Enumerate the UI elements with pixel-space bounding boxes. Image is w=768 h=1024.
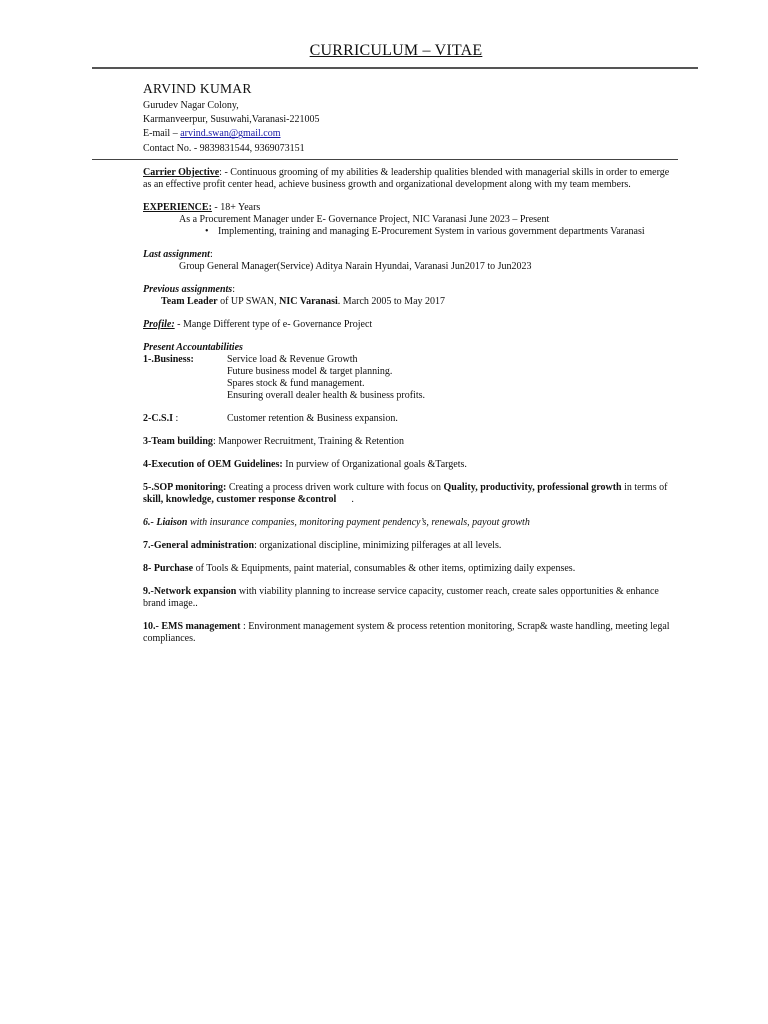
business-line: Service load & Revenue Growth <box>227 354 358 365</box>
admin-text: : organizational discipline, minimizing pilferages at all levels. <box>254 540 502 551</box>
ems-text: : Environment management system & process retention monitoring, Scrap& waste handling, meeting legal compliances. <box>143 621 670 644</box>
admin-item <box>143 540 679 552</box>
business-line: Future business model & target planning. <box>227 366 393 377</box>
previous-of: of UP SWAN, <box>217 296 280 307</box>
address-line-1: Gurudev Nagar Colony, <box>143 100 239 111</box>
network-text: with viability planning to increase service capacity, customer reach, create sales opportunities & enhance brand image.. <box>143 586 659 609</box>
accountabilities-heading: Present Accountabilities <box>143 342 243 353</box>
sop-bold-2: skill, knowledge, customer response &control <box>143 494 337 505</box>
ems-key: 10.- EMS management <box>143 621 241 632</box>
purchase-key: 8- Purchase <box>143 563 194 574</box>
email-row <box>143 127 320 141</box>
sop-item <box>143 482 679 506</box>
previous-assignments-heading <box>143 284 679 296</box>
previous-role: Team Leader <box>161 296 218 307</box>
business-line: Spares stock & fund management. <box>227 378 365 389</box>
team-building-text: : Manpower Recruitment, Training & Retention <box>212 436 405 447</box>
network-item <box>143 586 679 610</box>
business-line: Ensuring overall dealer health & business profits. <box>227 390 426 401</box>
previous-period: . March 2005 to May 2017 <box>337 296 446 307</box>
csi-text: Customer retention & Business expansion. <box>227 413 398 424</box>
ems-item <box>143 621 679 645</box>
csi-colon: : <box>173 413 179 424</box>
liaison-key: 6.- Liaison <box>143 517 188 528</box>
candidate-name: ARVIND KUMAR <box>143 81 252 96</box>
csi-key-wrap <box>143 413 227 425</box>
business-key: 1-.Business: <box>143 354 194 365</box>
profile-section <box>143 319 679 331</box>
resume-body <box>143 167 679 645</box>
objective-section <box>143 167 679 191</box>
team-building-item <box>143 436 679 448</box>
document-title: CURRICULUM – VITAE <box>309 42 483 59</box>
experience-years: - 18+ Years <box>211 202 261 213</box>
csi-row <box>143 413 679 425</box>
last-assignment-colon: : <box>209 249 213 260</box>
purchase-text: of Tools & Equipments, paint material, consumables & other items, optimizing daily expenses. <box>193 563 576 574</box>
previous-org: NIC Varanasi <box>279 296 338 307</box>
sop-text-1: Creating a process driven work culture with focus on <box>226 482 444 493</box>
sop-key: 5-.SOP monitoring: <box>143 482 227 493</box>
sop-text-2: in terms of <box>621 482 668 493</box>
liaison-item <box>143 517 679 529</box>
oem-text: In purview of Organizational goals &Targets. <box>282 459 467 470</box>
title-divider <box>92 67 698 69</box>
contact-numbers: 9839831544, 9369073151 <box>199 142 305 154</box>
profile-label: Profile: <box>143 319 175 330</box>
experience-label: EXPERIENCE: <box>143 202 212 213</box>
oem-key: 4-Execution of OEM Guidelines: <box>143 459 283 470</box>
oem-item <box>143 459 679 471</box>
admin-key: 7.-General administration <box>143 540 255 551</box>
csi-key: 2-C.S.I <box>143 413 174 424</box>
sop-bold-1: Quality, productivity, professional growth <box>443 482 622 493</box>
contact-header <box>143 80 320 156</box>
address-line-2: Karmanveerpur, Susuwahi,Varanasi-221005 <box>143 114 320 126</box>
header-divider <box>92 159 678 160</box>
liaison-text: with insurance companies, monitoring payment pendency’s, renewals, payout growth <box>187 517 530 528</box>
objective-text: : - Continuous grooming of my abilities & leadership qualities blended with managerial skills in order to emerge as an effective profit center head, achieve business growth and organizational development along with my team members. <box>143 167 670 190</box>
previous-assignments-label: Previous assignments <box>143 284 233 295</box>
contact-row <box>143 142 320 156</box>
profile-text: - Mange Different type of e- Governance Project <box>174 319 373 330</box>
business-row <box>143 354 679 366</box>
list-item <box>143 226 679 238</box>
last-assignment-text: Group General Manager(Service) Aditya Narain Hyundai, Varanasi Jun2017 to Jun2023 <box>179 261 532 272</box>
previous-assignment-row <box>143 296 679 308</box>
team-building-key: 3-Team building <box>143 436 213 447</box>
network-key: 9.-Network expansion <box>143 586 237 597</box>
sop-end: . <box>336 494 354 505</box>
previous-assignments-colon: : <box>232 284 235 295</box>
last-assignment-heading <box>143 249 679 261</box>
current-role: As a Procurement Manager under E- Governance Project, NIC Varanasi June 2023 – Present <box>179 214 550 225</box>
objective-label: Carrier Objective <box>143 167 220 178</box>
current-role-bullet: Implementing, training and managing E-Procurement System in various government departments Varanasi <box>218 226 645 237</box>
purchase-item <box>143 563 679 575</box>
contact-label: Contact No. - <box>143 142 200 154</box>
bullet-icon: • <box>205 226 209 237</box>
email-label: E-mail – <box>143 128 181 140</box>
email-link[interactable]: arvind.swan@gmail.com <box>180 128 281 140</box>
last-assignment-label: Last assignment <box>143 249 210 260</box>
experience-heading <box>143 202 679 214</box>
